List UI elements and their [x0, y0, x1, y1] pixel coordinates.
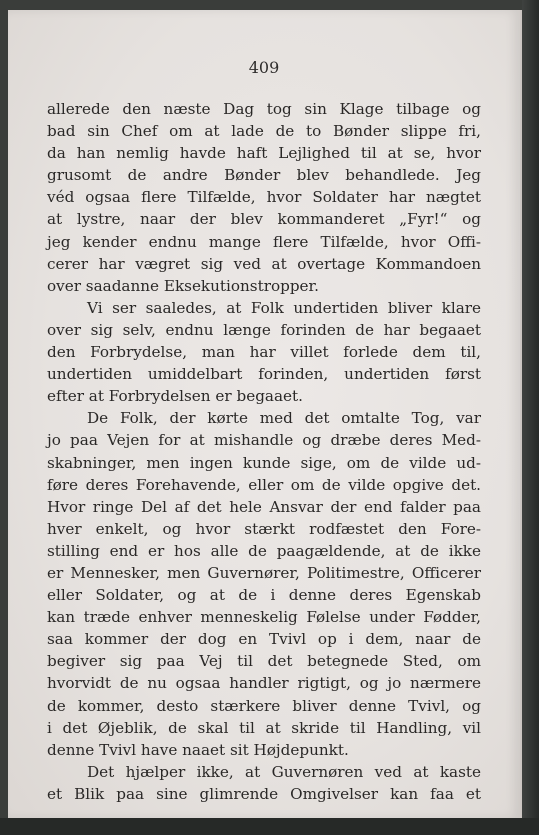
- text-line: denne Tvivl have naaet sit Højdepunkt.: [47, 740, 349, 759]
- text-line: cerer har vægret sig ved at overtage Kommandoen: [47, 254, 481, 273]
- text-line: kan træde enhver menneskelig Følelse under Fødder,: [47, 608, 481, 627]
- text-line: Hvor ringe Del af det hele Ansvar der end falder paa: [47, 497, 481, 516]
- text-line: hver enkelt, og hvor stærkt rodfæstet den Fore-: [47, 519, 481, 538]
- text-line: hvorvidt de nu ogsaa handler rigtigt, og jo nærmere: [47, 674, 481, 693]
- text-line: grusomt de andre Bønder blev behandlede. Jeg: [47, 166, 481, 185]
- text-line: Det hjælper ikke, at Guvernøren ved at kaste: [87, 762, 481, 781]
- text-line: føre deres Forehavende, eller om de vilde opgive det.: [47, 475, 481, 494]
- text-line: stilling end er hos alle de paagældende, at de ikke: [47, 541, 481, 560]
- text-line: over sig selv, endnu længe forinden de har begaaet: [47, 320, 481, 339]
- text-line: jo paa Vejen for at mishandle og dræbe deres Med-: [47, 431, 481, 450]
- text-line: at lystre, naar der blev kommanderet „Fyr!“ og: [47, 210, 481, 229]
- text-line: den Forbrydelse, man har villet forlede dem til,: [47, 343, 481, 362]
- text-line: bad sin Chef om at lade de to Bønder slippe fri,: [47, 122, 481, 141]
- body-text: [47, 98, 481, 805]
- text-line: véd ogsaa flere Tilfælde, hvor Soldater har nægtet: [47, 188, 481, 207]
- text-line: De Folk, der kørte med det omtalte Tog, var: [87, 409, 481, 428]
- text-line: skabninger, men ingen kunde sige, om de vilde ud-: [47, 453, 481, 472]
- text-line: begiver sig paa Vej til det betegnede Sted, om: [47, 652, 481, 671]
- text-line: undertiden umiddelbart forinden, undertiden først: [47, 365, 481, 384]
- text-line: allerede den næste Dag tog sin Klage tilbage og: [47, 100, 481, 118]
- text-line: efter at Forbrydelsen er begaaet.: [47, 387, 303, 406]
- text-line: i det Øjeblik, de skal til at skride til Handling, vil: [47, 718, 481, 737]
- text-line: de kommer, desto stærkere bliver denne Tvivl, og: [47, 696, 481, 715]
- text-line: er Mennesker, men Guvernører, Politimestre, Officerer: [47, 563, 481, 582]
- book-page: [8, 10, 520, 818]
- text-line: da han nemlig havde haft Lejlighed til at se, hvor: [47, 144, 481, 163]
- text-line: jeg kender endnu mange flere Tilfælde, hvor Offi-: [47, 232, 481, 251]
- page-number: 409: [248, 58, 280, 77]
- text-line: et Blik paa sine glimrende Omgivelser kan faa et: [47, 784, 481, 803]
- text-line: over saadanne Eksekutionstropper.: [47, 276, 319, 295]
- book-cover-edge: [522, 0, 539, 835]
- text-line: saa kommer der dog en Tvivl op i dem, naar de: [47, 630, 481, 649]
- text-line: eller Soldater, og at de i denne deres Egenskab: [47, 586, 481, 605]
- text-line: Vi ser saaledes, at Folk undertiden bliver klare: [87, 298, 481, 317]
- book-cover-bottom: [0, 818, 539, 835]
